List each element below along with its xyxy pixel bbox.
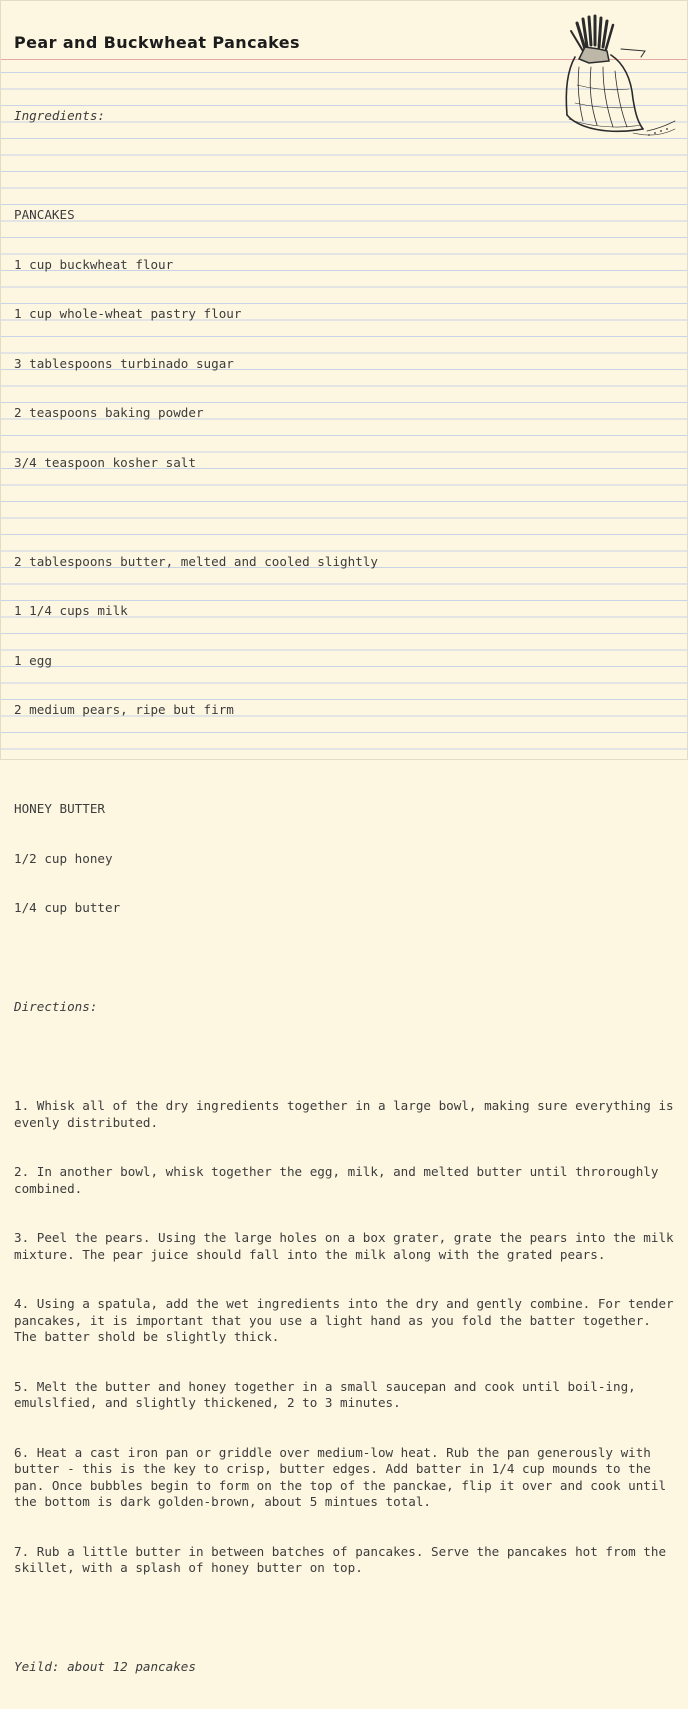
ingredient-item: 1 egg xyxy=(14,652,52,668)
direction-step: 1. Whisk all of the dry ingredients together in a large bowl, making sure everything is evenly distributed. xyxy=(14,1098,682,1130)
honey-butter-heading: HONEY BUTTER xyxy=(14,801,105,816)
ingredient-item: 1 1/4 cups milk xyxy=(14,603,128,618)
direction-step: 7. Rub a little butter in between batches of pancakes. Serve the pancakes hot from the skillet, with a splash of honey butter on top. xyxy=(14,1543,674,1575)
directions-label: Directions: xyxy=(14,999,98,1014)
ingredient-item: 1/4 cup butter xyxy=(14,900,121,915)
ingredient-item: 2 tablespoons butter, melted and cooled slightly xyxy=(14,553,378,569)
ingredient-item: 3 tablespoons turbinado sugar xyxy=(14,355,234,371)
ingredient-item: 2 medium pears, ripe but firm xyxy=(14,702,234,717)
ingredient-item: 1/2 cup honey xyxy=(14,850,113,866)
pancakes-heading: PANCAKES xyxy=(14,207,75,222)
recipe-body xyxy=(14,75,682,1709)
direction-step: 2. In another bowl, whisk together the egg, milk, and melted butter until throroughly combined. xyxy=(14,1164,667,1196)
ingredients-label: Ingredients: xyxy=(14,108,105,123)
direction-step: 3. Peel the pears. Using the large holes on a box grater, grate the pears into the milk mixture. The pear juice should fall into the milk along with the grated pears. xyxy=(14,1230,682,1262)
yield-text: Yeild: about 12 pancakes xyxy=(14,1659,196,1674)
direction-step: 4. Using a spatula, add the wet ingredients into the dry and gently combine. For tender pancakes, it is important that you use a light hand as you fold the batter together. The batter shold be slightly thick. xyxy=(14,1296,682,1344)
recipe-title: Pear and Buckwheat Pancakes xyxy=(14,33,300,52)
ingredient-item: 2 teaspoons baking powder xyxy=(14,405,204,420)
direction-step: 6. Heat a cast iron pan or griddle over medium-low heat. Rub the pan generously with butter - this is the key to crisp, butter edges. Add batter in 1/4 cup mounds to the pan. Once bubbles begin to form on the top of the panckae, flip it over and cook until the bottom is dark golden-brown, about 5 mintues total. xyxy=(14,1444,674,1509)
ingredient-item: 3/4 teaspoon kosher salt xyxy=(14,454,196,470)
direction-step: 5. Melt the butter and honey together in a small saucepan and cook until boil-ing, emulslfied, and slightly thickened, 2 to 3 minutes. xyxy=(14,1378,644,1410)
ingredient-item: 1 cup buckwheat flour xyxy=(14,256,174,272)
ingredient-item: 1 cup whole-wheat pastry flour xyxy=(14,306,242,321)
